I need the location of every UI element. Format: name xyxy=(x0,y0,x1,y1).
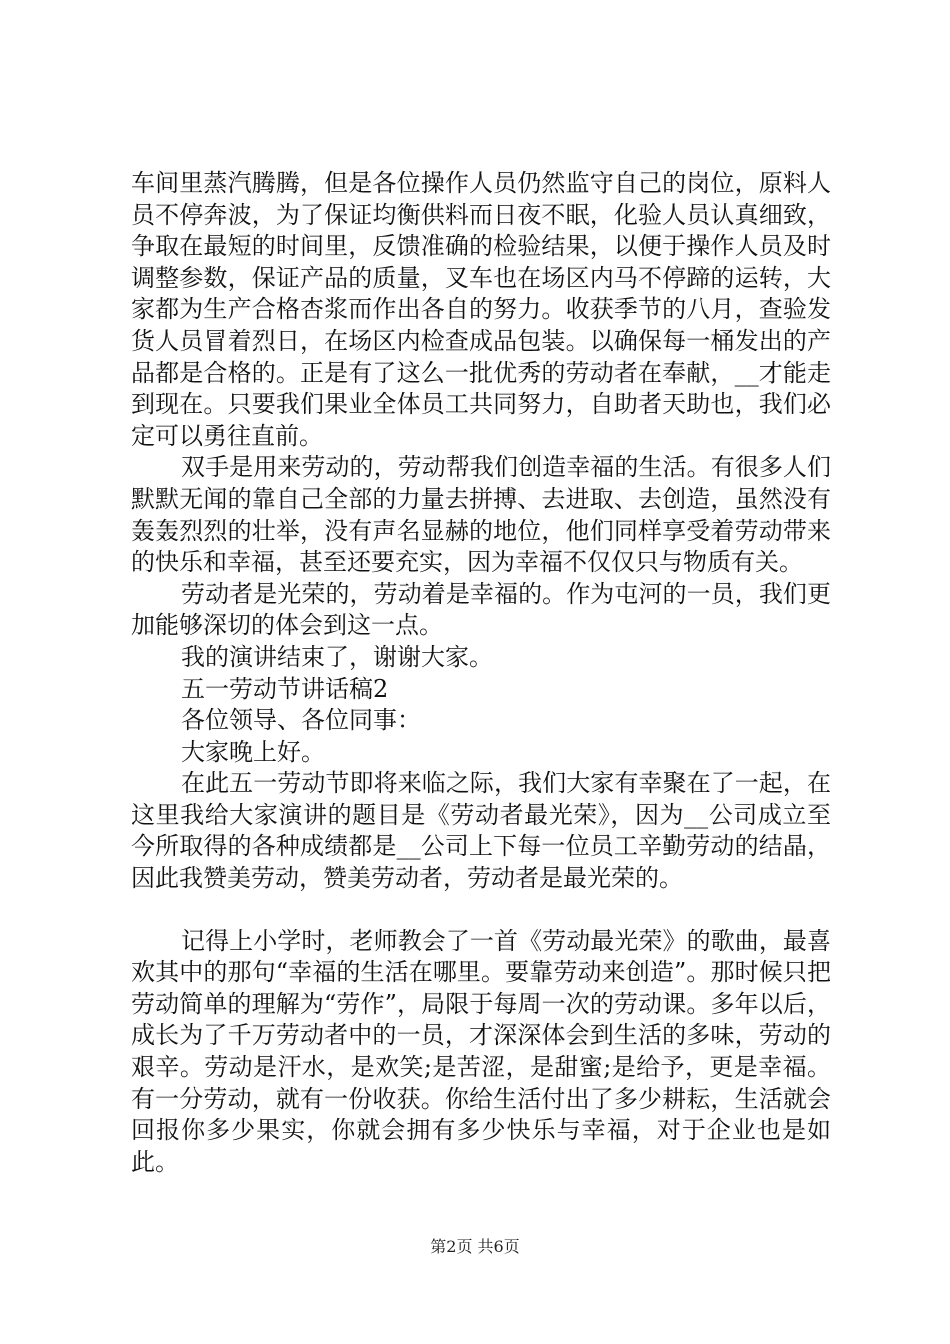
document-body xyxy=(131,168,831,1178)
greeting: 大家晚上好。 xyxy=(181,737,325,766)
paragraph-workshop: 车间里蒸汽腾腾，但是各位操作人员仍然监守自己的岗位，原料人员不停奔波，为了保证均衡供料而日夜不眠，化验人员认真细致，争取在最短的时间里，反馈准确的检验结果，以便于操作人员及时调整参数，保证产品的质量，叉车也在场区内马不停蹄的运转，大家都为生产合格杏浆而作出各自的努力。收获季节的八月，查验发货人员冒着烈日，在场区内检查成品包装。以确保每一桶发出的产品都是合格的。正是有了这么一批优秀的劳动者在奉献，__才能走到现在。只要我们果业全体员工共同努力，自助者天助也，我们必定可以勇往直前。 xyxy=(131,169,831,450)
paragraph-glory: 劳动者是光荣的，劳动着是幸福的。作为屯河的一员，我们更加能够深切的体会到这一点。 xyxy=(131,579,831,640)
paragraph-spacer xyxy=(131,895,831,926)
salutation: 各位领导、各位同事： xyxy=(181,706,421,735)
page-footer: 第2页 共6页 xyxy=(430,1237,520,1256)
paragraph-hands: 双手是用来劳动的，劳动帮我们创造幸福的生活。有很多人们默默无闻的靠自己全部的力量去拼搏、去进取、去创造，虽然没有轰轰烈烈的壮举，没有声名显赫的地位，他们同样享受着劳动带来的快乐和幸福，甚至还要充实，因为幸福不仅仅只与物质有关。 xyxy=(131,453,831,577)
section-title: 五一劳动节讲话稿2 xyxy=(181,674,389,703)
paragraph-closing: 我的演讲结束了，谢谢大家。 xyxy=(181,642,493,671)
paragraph-intro: 在此五一劳动节即将来临之际，我们大家有幸聚在了一起，在这里我给大家演讲的题目是《劳动者最光荣》，因为__公司成立至今所取得的各种成绩都是__公司上下每一位员工辛勤劳动的结晶，因此我赞美劳动，赞美劳动者，劳动者是最光荣的。 xyxy=(131,769,831,893)
paragraph-memory: 记得上小学时，老师教会了一首《劳动最光荣》的歌曲，最喜欢其中的那句“幸福的生活在哪里。要靠劳动来创造”。那时候只把劳动简单的理解为“劳作”，局限于每周一次的劳动课。多年以后，成长为了千万劳动者中的一员，才深深体会到生活的多味，劳动的艰辛。劳动是汗水，是欢笑;是苦涩，是甜蜜;是给予，更是幸福。有一分劳动，就有一份收获。你给生活付出了多少耕耘，生活就会回报你多少果实，你就会拥有多少快乐与幸福，对于企业也是如此。 xyxy=(131,926,831,1176)
